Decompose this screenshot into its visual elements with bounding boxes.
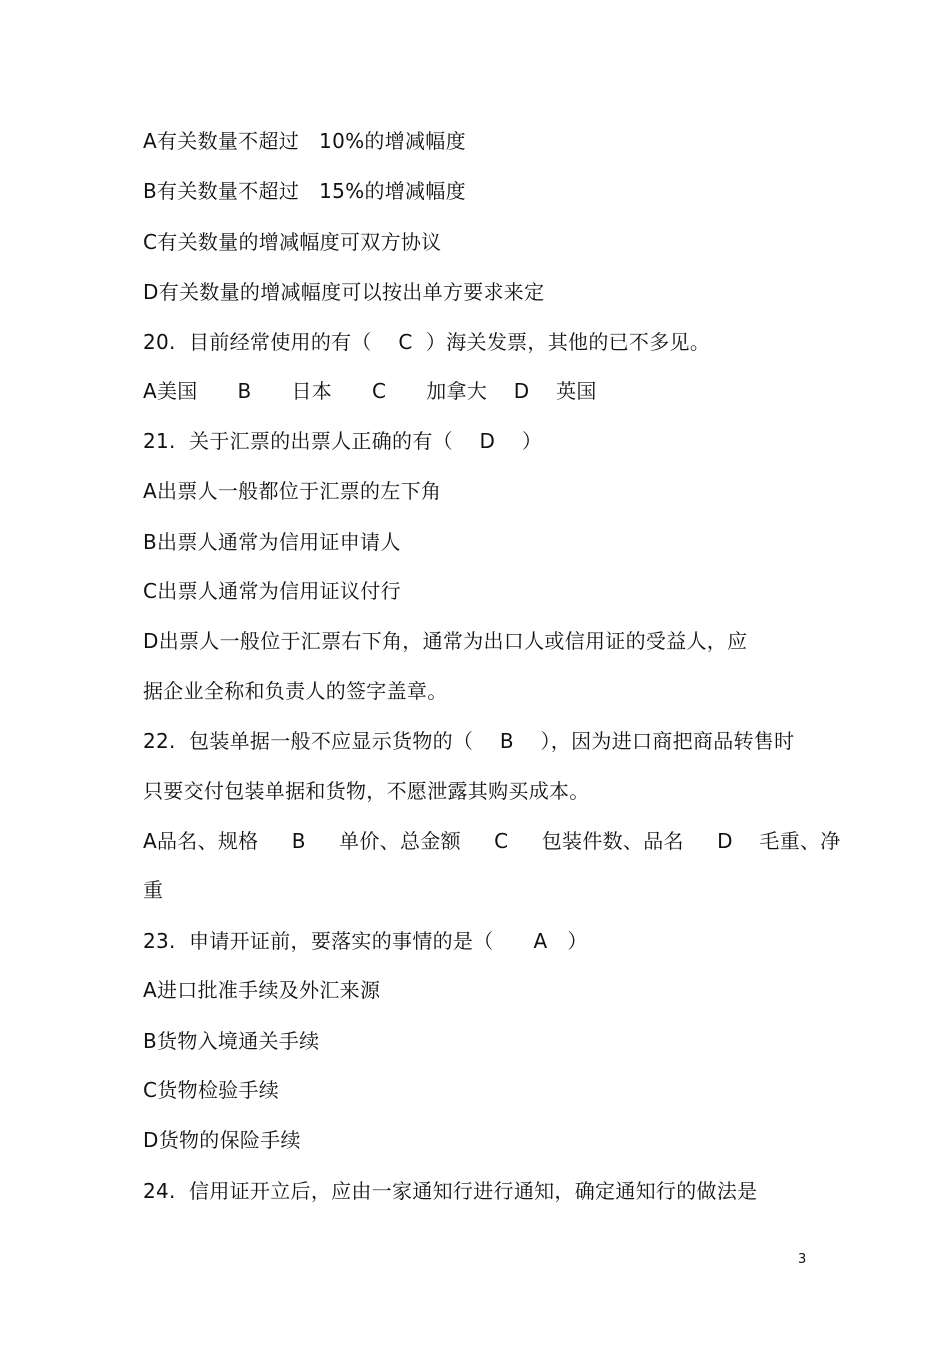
option-c-line: C货物检验手续	[143, 1078, 280, 1102]
option-b-line: B出票人通常为信用证申请人	[143, 530, 401, 554]
question-21: 21. 关于汇票的出票人正确的有（ D ）	[143, 429, 543, 453]
question-22-continuation: 只要交付包装单据和货物，不愿泄露其购买成本。	[143, 779, 590, 803]
option-c-line: C出票人通常为信用证议付行	[143, 579, 401, 603]
option-a-line: A有关数量不超过 10%的增减幅度	[143, 129, 466, 153]
question-24: 24. 信用证开立后，应由一家通知行进行通知，确定通知行的做法是	[143, 1179, 758, 1203]
page-number: 3	[798, 1252, 807, 1267]
option-b-line: B有关数量不超过 15%的增减幅度	[143, 179, 466, 203]
option-d-continuation: 据企业全称和负责人的签字盖章。	[143, 679, 448, 703]
option-a-line: A出票人一般都位于汇票的左下角	[143, 479, 442, 503]
question-20: 20. 目前经常使用的有（ C ）海关发票，其他的已不多见。	[143, 330, 711, 354]
option-d-line: D有关数量的增减幅度可以按出单方要求来定	[143, 280, 545, 304]
option-d-line: D出票人一般位于汇票右下角，通常为出口人或信用证的受益人，应	[143, 629, 748, 653]
question-22-options-continuation: 重	[143, 878, 164, 902]
question-23: 23. 申请开证前，要落实的事情的是（ A ）	[143, 929, 588, 953]
option-c-line: C有关数量的增减幅度可双方协议	[143, 230, 442, 254]
option-b-line: B货物入境通关手续	[143, 1029, 320, 1053]
option-d-line: D货物的保险手续	[143, 1128, 301, 1152]
question-20-options: A美国 B 日本 C 加拿大 D 英国	[143, 379, 597, 403]
option-a-line: A进口批准手续及外汇来源	[143, 978, 381, 1002]
question-22: 22. 包装单据一般不应显示货物的（ B ），因为进口商把商品转售时	[143, 729, 795, 753]
question-22-options: A品名、规格 B 单价、总金额 C 包装件数、品名 D 毛重、净	[143, 829, 841, 853]
